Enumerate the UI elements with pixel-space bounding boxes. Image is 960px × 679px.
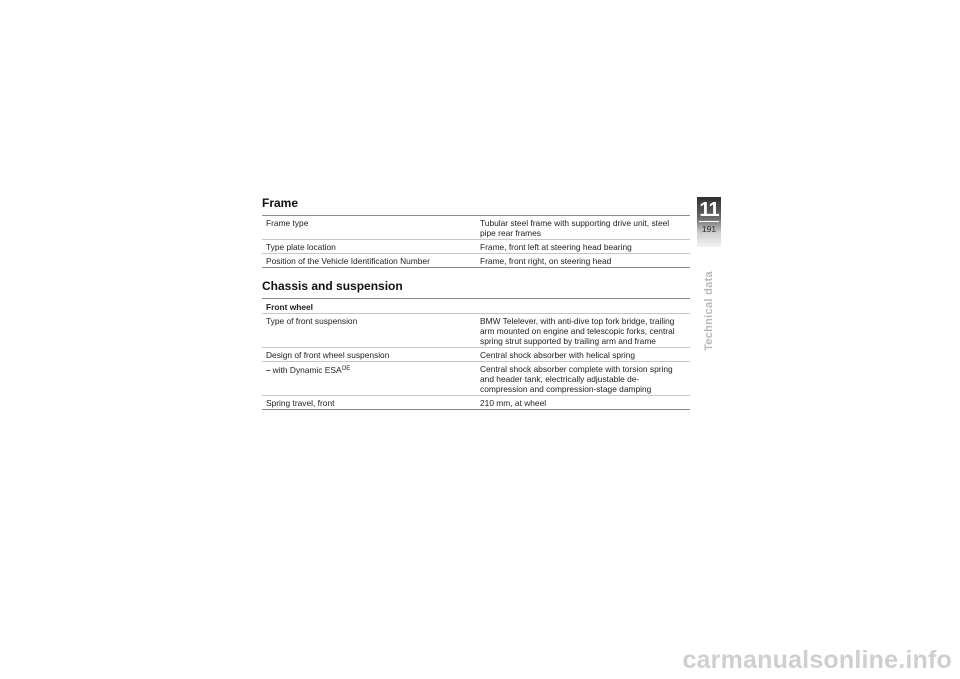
- frame-table: [262, 215, 690, 268]
- page-number: 191: [701, 224, 717, 234]
- row-value: Central shock absorber complete with torsion spring and header tank, electrically adjustable de-compression and compression-stage damping: [476, 362, 690, 396]
- row-value: BMW Telelever, with anti-dive top fork bridge, trailing arm mounted on engine and telescopic forks, central spring strut supported by trailing arm and frame: [476, 314, 690, 348]
- row-value: 210 mm, at wheel: [476, 396, 690, 410]
- row-label: Frame type: [262, 216, 476, 240]
- chapter-title: Technical data: [703, 271, 715, 351]
- table-row: [262, 314, 690, 348]
- row-value: Central shock absorber with helical spring: [476, 348, 690, 362]
- table-row: [262, 362, 690, 396]
- chassis-heading: Chassis and suspension: [262, 279, 403, 293]
- row-label: Design of front wheel suspension: [262, 348, 476, 362]
- row-label: Spring travel, front: [262, 396, 476, 410]
- row-value: Frame, front left at steering head bearing: [476, 240, 690, 254]
- row-label: with Dynamic ESA: [272, 365, 342, 375]
- table-row: [262, 216, 690, 240]
- chapter-number: 11: [699, 199, 719, 221]
- chapter-tab: [697, 197, 721, 247]
- chapter-divider: [699, 221, 719, 222]
- chassis-table: [262, 298, 690, 410]
- row-value: Tubular steel frame with supporting drive unit, steel pipe rear frames: [476, 216, 690, 240]
- frame-heading: Frame: [262, 196, 299, 210]
- table-row: [262, 396, 690, 410]
- table-row: [262, 348, 690, 362]
- front-wheel-subheading: Front wheel: [262, 299, 690, 314]
- table-row: [262, 240, 690, 254]
- table-row: [262, 254, 690, 268]
- oe-superscript: OE: [341, 366, 351, 372]
- dash-bullet: –: [266, 365, 271, 375]
- row-value: Frame, front right, on steering head: [476, 254, 690, 268]
- row-label: Position of the Vehicle Identification Number: [262, 254, 476, 268]
- row-label: Type plate location: [262, 240, 476, 254]
- row-label: Type of front suspension: [262, 314, 476, 348]
- table-subheader-row: [262, 299, 690, 314]
- document-content: [262, 196, 690, 410]
- watermark: carmanualsonline.info: [682, 646, 952, 674]
- row-label-cell: [262, 362, 476, 396]
